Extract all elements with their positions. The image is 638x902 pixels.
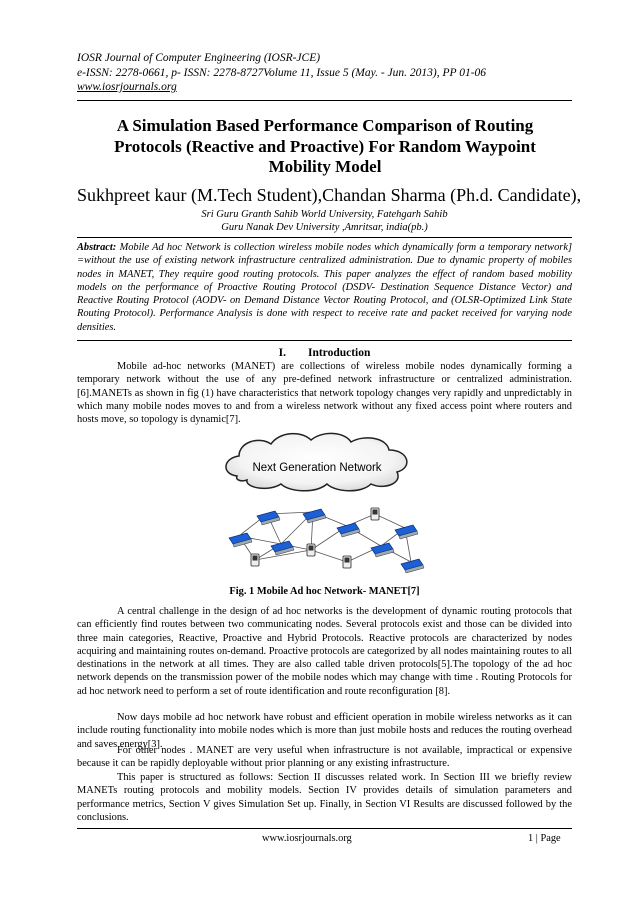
pda-icon bbox=[343, 556, 351, 568]
laptop-icon bbox=[303, 509, 326, 523]
footer-divider bbox=[77, 828, 572, 829]
paper-authors: Sukhpreet kaur (M.Tech Student),Chandan Sharma (Ph.d. Candidate), bbox=[77, 185, 582, 205]
affiliation-line: Guru Nanak Dev University ,Amritsar, india(pb.) bbox=[221, 222, 428, 233]
author-affiliations bbox=[77, 208, 572, 234]
header-divider bbox=[77, 100, 572, 101]
section-number: I. bbox=[278, 347, 286, 359]
pda-icon bbox=[307, 544, 315, 556]
paragraph: This paper is structured as follows: Section II discusses related work. In Section III we briefly review MANETs routing protocols and mobility models. Section IV provides details of simulation parameters and performance metrics, Section V gives Simulation Set up. Finally, in Section VI Results are discussed followed by the conclusions. bbox=[77, 772, 572, 823]
figure-caption: Fig. 1 Mobile Ad hoc Network- MANET[7] bbox=[229, 586, 420, 597]
laptop-icon bbox=[229, 533, 252, 547]
abstract-text: Mobile Ad hoc Network is collection wireless mobile nodes which dynamically form a temporary network] =without the use of existing network infrastructure centralized administration. Due to dynamic property of mobiles nodes in MANET, They require good routing protocols. This paper analyzes the effect of random based mobility models on the performance of Proactive Routing Protocol (DSDV- Destination Sequence Distance Vector) and Reactive Routing Protocol (AODV- on Demand Distance Vector Routing Protocol, and (OLSR-Optimized Link State Routing Protocol). Performance Analysis is done with respect to receive rate and packet received for varying node densities. bbox=[77, 242, 572, 333]
laptop-icon bbox=[395, 525, 418, 539]
journal-url-link[interactable]: www.iosrjournals.org bbox=[77, 81, 177, 93]
section-heading-introduction bbox=[77, 346, 572, 360]
pda-icon bbox=[251, 554, 259, 566]
paragraph: Now days mobile ad hoc network have robust and efficient operation in mobile wireless networks as it can include routing functionality into mobile nodes which is more than just mobile hosts and reduces the routing overhead and saves energy[3]. bbox=[77, 712, 572, 750]
journal-header bbox=[77, 51, 572, 95]
journal-name: IOSR Journal of Computer Engineering (IOSR-JCE) bbox=[77, 52, 321, 64]
affiliation-line: Sri Guru Granth Sahib World University, Fatehgarh Sahib bbox=[201, 209, 448, 220]
manet-diagram bbox=[215, 428, 430, 583]
laptop-icon bbox=[337, 523, 360, 537]
laptop-icon bbox=[401, 559, 424, 573]
laptop-icon bbox=[371, 543, 394, 557]
paragraph: For other nodes . MANET are very useful when infrastructure is not available, impractical or expensive because it can be rapidly deployable without prior planning or any existing infrastructure. bbox=[77, 745, 572, 770]
page-number: 1 | Page bbox=[528, 833, 561, 844]
footer-url-link[interactable]: www.iosrjournals.org bbox=[262, 833, 352, 844]
laptop-icon bbox=[257, 511, 280, 525]
abstract bbox=[77, 241, 572, 334]
section-title: Introduction bbox=[307, 347, 371, 359]
paragraph: A central challenge in the design of ad hoc networks is the development of dynamic routing protocols that can efficiently find routes between two communicating nodes. Several protocols exist and those can be divided into three main categories, Reactive, Proactive and Hybrid Protocols. Reactive protocols are characterized by nodes acquiring and maintaining routes on-demand. Proactive protocols are categorized by all nodes maintaining routes to all destinations in the network at all times. They are also called table driven protocols[5].The topology of the ad hoc network depends on the transmission power of the mobile nodes which may change with time . Routing Protocols for ad hoc network need to perform a set of route identification and route reconfiguration [8]. bbox=[77, 606, 572, 697]
abstract-label: Abstract: bbox=[77, 242, 117, 253]
pda-icon bbox=[371, 508, 379, 520]
journal-issn: e-ISSN: 2278-0661, p- ISSN: 2278-8727Volume 11, Issue 5 (May. - Jun. 2013), PP 01-06 bbox=[77, 66, 487, 79]
figure-manet bbox=[215, 428, 430, 583]
paper-title: A Simulation Based Performance Comparison of Routing Protocols (Reactive and Proactive) For Random Waypoint Mobility Model bbox=[114, 116, 536, 176]
paragraph: Mobile ad-hoc networks (MANET) are collections of wireless mobile nodes dynamically forming a temporary network without the use of any pre-defined network infrastructure or centralized administration. [6].MANETs as shown in fig (1) have characteristics that network topology changes very rapidly and unpredictably in which many mobile nodes moves to and from a wireless network without any fixed access point where routers and hosts move, so topology is dynamic[7]. bbox=[77, 361, 572, 426]
cloud-label: Next Generation Network bbox=[252, 462, 382, 474]
